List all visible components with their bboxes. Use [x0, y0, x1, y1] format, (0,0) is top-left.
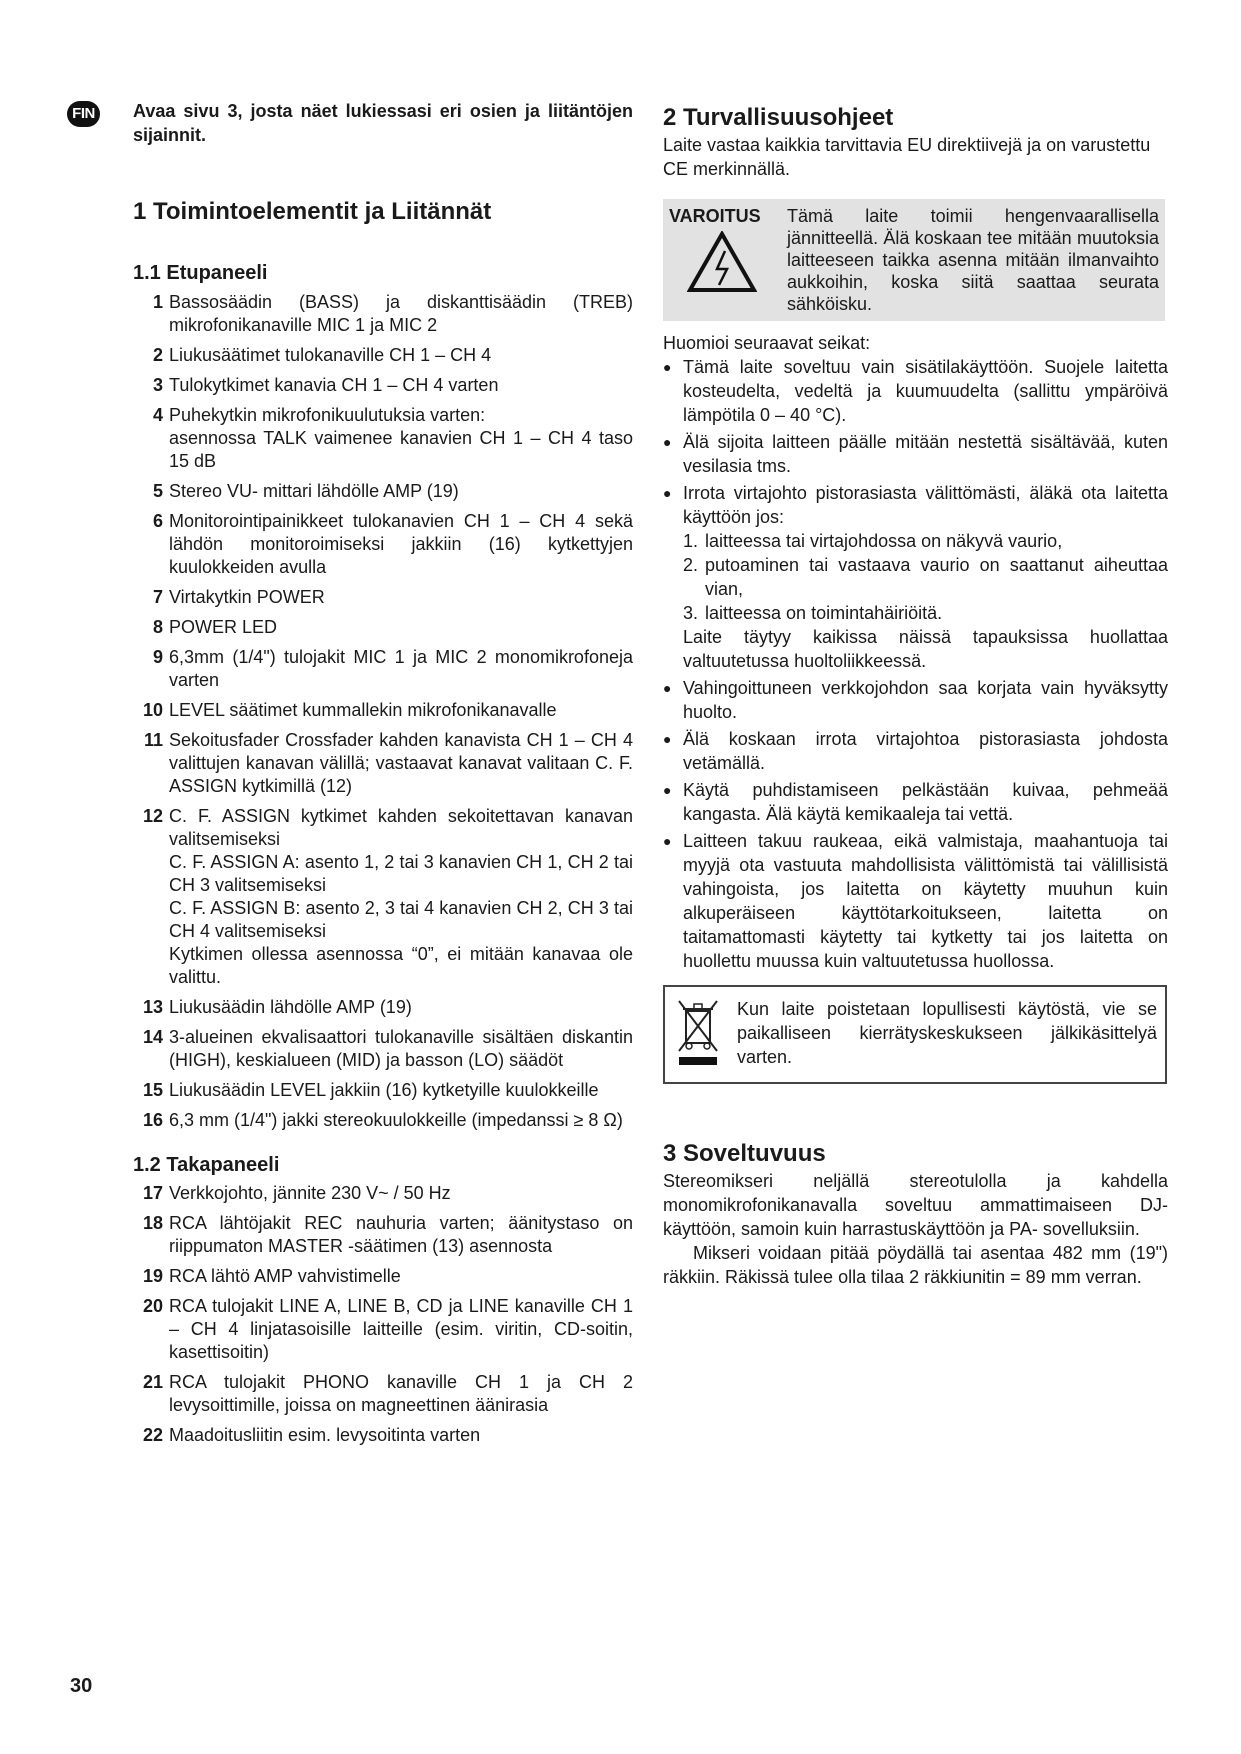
bullet-icon: ●: [663, 434, 672, 450]
bullet-icon: ●: [663, 359, 672, 375]
list-item: ● Tämä laite soveltuu vain sisätilakäyttöön. Suojele laitetta kosteudelta, vedeltä ja kuumuudelta (sallittu ympäröivä lämpötila 0 – 40 °C).: [663, 357, 1168, 425]
warning-label: VAROITUS: [669, 206, 761, 226]
list-item: 5 Stereo VU- mittari lähdölle AMP (19): [152, 481, 459, 501]
list-item: 16 6,3 mm (1/4") jakki stereokuulokkeille (impedanssi ≥ 8 Ω): [142, 1110, 623, 1130]
list-item: 19 RCA lähtö AMP vahvistimelle: [142, 1266, 401, 1286]
list-item: ● Älä koskaan irrota virtajohtoa pistorasiasta johdosta vetämällä.: [663, 729, 1168, 773]
list-item: ● Käytä puhdistamiseen pelkästään kuivaa, pehmeää kangasta. Älä käytä kemikaaleja tai vettä.: [663, 780, 1168, 824]
safety-list: [663, 355, 1168, 973]
section1-title: 1 Toimintoelementit ja Liitännät: [133, 198, 492, 225]
list-item: 18 RCA lähtöjakit REC nauhuria varten; äänitystaso on riippumaton MASTER -säätimen (13) asennosta: [142, 1213, 633, 1256]
list-item: 22 Maadoitusliitin esim. levysoitinta varten: [142, 1425, 481, 1445]
right-column: [663, 99, 1168, 1289]
list-item: 12 C. F. ASSIGN kytkimet kahden sekoitettavan kanavan valitsemiseksi C. F. ASSIGN A: asento 1, 2 tai 3 kanavien CH 1, CH 2 tai CH 3 valitsemiseksi C. F. ASSIGN B: asento 2, 3 tai 4 kanavien CH 2, CH 3 tai CH 4 valitsemiseksi Kytkimen ollessa asennossa “0”, ei mitään kanavaa ole valittu.: [142, 806, 633, 987]
list-item: 3 Tulokytkimet kanavia CH 1 – CH 4 varten: [152, 375, 499, 395]
warning-text: Tämä laite toimii hengenvaarallisella jännitteellä. Älä koskaan tee mitään muutoksia laitteeseen taikka asenna mitään ilmanvaihto aukkoihin, koska siitä saattaa seurata sähköisku.: [787, 206, 1159, 314]
list-item: ● Älä sijoita laitteen päälle mitään nestettä sisältävää, kuten vesilasia tms.: [663, 432, 1168, 476]
list-item: 1 Bassosäädin (BASS) ja diskanttisäädin (TREB) mikrofonikanaville MIC 1 ja MIC 2: [152, 292, 633, 335]
numbered-item: 2. putoaminen tai vastaava vaurio on saattanut aiheuttaa vian,: [683, 555, 1168, 599]
section3-title: 3 Soveltuvuus: [663, 1140, 826, 1167]
bullet-icon: ●: [663, 833, 672, 849]
bullet-icon: ●: [663, 485, 672, 501]
section2-title: 2 Turvallisuusohjeet: [663, 104, 894, 131]
rear-panel-list: [133, 1182, 633, 1447]
left-column: [133, 99, 633, 1454]
disposal-box: [663, 985, 1167, 1084]
section2-intro: Laite vastaa kaikkia tarvittavia EU direktiivejä ja on varustettu CE merkinnällä.: [663, 135, 1151, 179]
weee-bin-icon: [673, 997, 723, 1072]
list-item: ● Vahingoittuneen verkkojohdon saa korjata vain hyväksytty huolto.: [663, 678, 1168, 722]
bullet-icon: ●: [663, 680, 672, 696]
section1-1-title: 1.1 Etupaneeli: [133, 262, 268, 284]
section3-paragraph: Stereomikseri neljällä stereotulolla ja kahdella monomikrofonikanavalla soveltuu ammattimaiseen DJ-käyttöön, samoin kuin harrastuskäyttöön ja PA- sovelluksiin.: [663, 1171, 1168, 1239]
numbered-item: 3. laitteessa on toimintahäiriöitä.: [683, 603, 943, 623]
list-item: 4 Puhekytkin mikrofonikuulutuksia varten: asennossa TALK vaimenee kanavien CH 1 – CH 4 taso 15 dB: [152, 405, 633, 471]
list-item: 10 LEVEL säätimet kummallekin mikrofonikanavalle: [142, 700, 557, 720]
disposal-text: Kun laite poistetaan lopullisesti käytöstä, vie se paikalliseen kierrätyskeskukseen jälkikäsittelyä varten.: [737, 999, 1157, 1067]
numbered-item: 1. laitteessa tai virtajohdossa on näkyvä vaurio,: [683, 531, 1063, 551]
section3-paragraph: Mikseri voidaan pitää pöydällä tai asentaa 482 mm (19") räkkiin. Räkissä tulee olla tilaa 2 räkkiunitin = 89 mm verran.: [663, 1243, 1168, 1287]
list-item: 14 3-alueinen ekvalisaattori tulokanaville sisältäen diskantin (HIGH), keskialueen (MID) ja basson (LO) säädöt: [142, 1027, 633, 1070]
warning-box: [663, 199, 1165, 321]
list-item: 11 Sekoitusfader Crossfader kahden kanavista CH 1 – CH 4 valittujen kanavan välillä; vastaavat kanavat valitaan C. F. ASSIGN kytkimillä (12): [143, 730, 633, 796]
bullet-icon: ●: [663, 782, 672, 798]
language-badge: FIN: [67, 101, 100, 127]
page-number: 30: [70, 1675, 93, 1697]
list-item: 20 RCA tulojakit LINE A, LINE B, CD ja LINE kanaville CH 1 – CH 4 linjatasoisille laitteille (esim. viritin, CD-soitin, kasettisoitin): [142, 1296, 633, 1362]
intro-text: Avaa sivu 3, josta näet lukiessasi eri osien ja liitäntöjen sijainnit.: [133, 101, 633, 145]
list-item: 17 Verkkojohto, jännite 230 V~ / 50 Hz: [142, 1183, 451, 1203]
high-voltage-warning-icon: [687, 231, 787, 298]
section1-2-title: 1.2 Takapaneeli: [133, 1154, 280, 1176]
list-item: 13 Liukusäädin lähdölle AMP (19): [142, 997, 412, 1017]
list-item: 15 Liukusäädin LEVEL jakkiin (16) kytketyille kuulokkeille: [142, 1080, 599, 1100]
list-item: 6 Monitorointipainikkeet tulokanavien CH 1 – CH 4 sekä lähdön monitoroimiseksi jakkiin (16) kytkettyjen kuulokkeiden avulla: [152, 511, 633, 577]
front-panel-list: [133, 291, 633, 1132]
bullet-icon: ●: [663, 731, 672, 747]
list-item: 2 Liukusäätimet tulokanaville CH 1 – CH 4: [152, 345, 492, 365]
list-item: 7 Virtakytkin POWER: [152, 587, 325, 607]
list-item: 9 6,3mm (1/4") tulojakit MIC 1 ja MIC 2 monomikrofoneja varten: [152, 647, 633, 690]
list-item: ● Irrota virtajohto pistorasiasta välittömästi, äläkä ota laitetta käyttöön jos: 1. laitteessa tai virtajohdossa on näkyvä vaurio, 2. putoaminen tai vastaava vaurio on saattanut aiheuttaa vian, 3. laitteessa on toimintahäiriöitä. Laite täytyy kaikissa näissä tapauksissa huollattaa valtuutetussa huoltoliikkeessä.: [663, 483, 1168, 671]
notice-text: Huomioi seuraavat seikat:: [663, 333, 871, 353]
list-item: ● Laitteen takuu raukeaa, eikä valmistaja, maahantuoja tai myyjä ota vastuuta mahdollisista välittömistä tai välillisistä vahingoista, jos laitetta on käytetty muuhun kuin alkuperäiseen käyttötarkoitukseen, laitetta on taitamattomasti käytetty tai kytketty tai jos laitetta on huollettu muussa kuin valtuutetussa huollossa.: [663, 831, 1168, 971]
list-item: 21 RCA tulojakit PHONO kanaville CH 1 ja CH 2 levysoittimille, joissa on magneettinen äänirasia: [142, 1372, 633, 1415]
list-item: 8 POWER LED: [152, 617, 278, 637]
